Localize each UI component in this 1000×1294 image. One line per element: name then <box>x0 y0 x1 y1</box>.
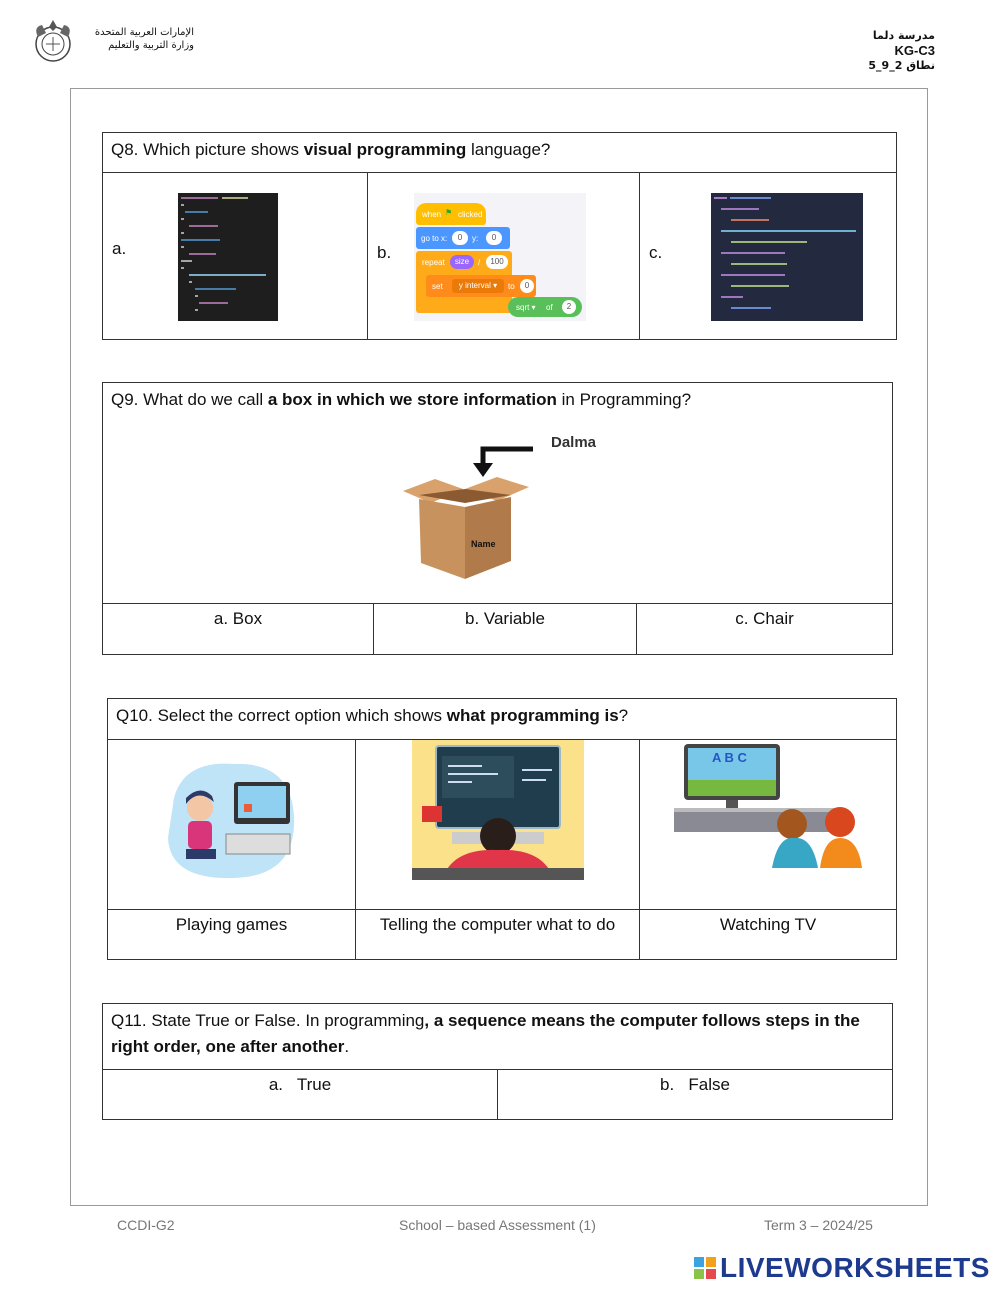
q8-option-b[interactable] <box>368 173 640 340</box>
arrow-label: Dalma <box>551 434 597 451</box>
q9-suffix: in Programming? <box>556 390 692 409</box>
block-text: set <box>432 282 443 291</box>
school-name: مدرسة دلما <box>872 29 935 42</box>
q10-bold: what programming is <box>446 706 619 725</box>
q10-option-c[interactable] <box>640 910 897 960</box>
question-8-text <box>103 133 897 173</box>
q10-option-c-label: Watching TV <box>719 915 817 934</box>
q8-prefix: Q8. Which picture shows <box>111 140 304 159</box>
q9-option-a-label: a. Box <box>213 609 263 628</box>
cardboard-box-icon <box>401 477 531 581</box>
q9-option-c[interactable] <box>637 604 893 655</box>
box-label: Name <box>471 539 496 549</box>
ministry-name <box>82 26 194 52</box>
q11-suffix: . <box>344 1037 350 1056</box>
question-10-text <box>108 699 897 740</box>
block-value: 0 <box>520 279 534 293</box>
python-code-image <box>711 193 863 321</box>
footer-right: Term 3 – 2024/25 <box>764 1217 873 1233</box>
school-info <box>830 28 935 73</box>
question-9-table <box>102 382 893 655</box>
block-value: 0 <box>452 231 468 245</box>
q10-option-a-label: Playing games <box>175 915 288 934</box>
block-text: y: <box>472 234 479 243</box>
q10-option-b-label: Telling the computer what to do <box>379 915 616 934</box>
tv-letters: A B C <box>712 750 747 765</box>
arrow-icon <box>465 443 535 479</box>
ministry-line-2: وزارة التربية والتعليم <box>108 40 194 51</box>
block-text: sqrt ▾ <box>516 303 536 312</box>
block-value: y interval ▾ <box>452 279 504 293</box>
q11-prefix: Q11. State True or False. In programming <box>111 1011 425 1030</box>
text-code-image <box>178 193 278 321</box>
q11-bold: , a sequence means the computer follows steps in the right order, one after another <box>111 1011 860 1056</box>
footer-left: CCDI-G2 <box>117 1217 175 1233</box>
when-clicked-block <box>416 203 486 225</box>
uae-emblem <box>32 17 74 67</box>
q10-option-b[interactable] <box>356 910 640 960</box>
block-value: size <box>450 255 474 269</box>
q9-option-b[interactable] <box>374 604 637 655</box>
question-8-table <box>102 132 897 340</box>
q9-prefix: Q9. What do we call <box>111 390 268 409</box>
liveworksheets-logo-icon <box>694 1257 716 1279</box>
q8-suffix: language? <box>466 140 551 159</box>
q9-option-c-label: c. Chair <box>735 609 794 628</box>
q10-image-programming[interactable] <box>356 740 640 910</box>
question-10-table <box>107 698 897 960</box>
set-block <box>426 275 536 297</box>
block-text: to <box>508 282 515 291</box>
class-code: KG-C3 <box>894 43 935 58</box>
block-text: repeat <box>422 258 445 267</box>
flag-icon: ⚑ <box>445 208 453 217</box>
q8-option-c-label: c. <box>649 243 663 262</box>
liveworksheets-brand[interactable]: LIVEWORKSHEETS <box>720 1252 990 1283</box>
scope-code: نطاق 2_9_5 <box>868 59 935 72</box>
question-11-table <box>102 1003 893 1120</box>
q8-option-a[interactable] <box>103 173 368 340</box>
q8-option-c[interactable] <box>640 173 897 340</box>
block-text: / <box>478 258 481 267</box>
q11-option-true[interactable] <box>103 1070 498 1120</box>
block-value: 0 <box>486 231 502 245</box>
block-value: 100 <box>486 255 508 269</box>
q10-image-tv[interactable] <box>640 740 897 910</box>
block-text: go to x: <box>421 234 448 243</box>
goto-block <box>416 227 510 249</box>
block-text: when <box>422 210 442 219</box>
sqrt-block <box>508 297 582 317</box>
children-watching-tv-icon <box>674 744 864 868</box>
q10-image-games[interactable] <box>108 740 356 910</box>
q9-bold: a box in which we store information <box>267 390 557 409</box>
q9-option-b-label: b. Variable <box>464 609 545 628</box>
scratch-blocks-image <box>414 193 586 321</box>
q11-option-true-label: a. True <box>268 1075 332 1094</box>
q10-suffix: ? <box>618 706 629 725</box>
footer-center: School – based Assessment (1) <box>399 1217 596 1233</box>
q8-option-b-label: b. <box>377 243 392 262</box>
question-9-text <box>103 383 893 604</box>
block-text: clicked <box>458 210 483 219</box>
block-value: 2 <box>562 300 576 314</box>
ministry-line-1: الإمارات العربية المتحدة <box>94 27 194 38</box>
q11-option-false[interactable] <box>498 1070 893 1120</box>
q8-option-a-label: a. <box>112 239 127 258</box>
q10-option-a[interactable] <box>108 910 356 960</box>
question-11-text <box>103 1004 893 1070</box>
q9-option-a[interactable] <box>103 604 374 655</box>
child-playing-games-icon <box>164 758 296 882</box>
q8-bold: visual programming <box>303 140 467 159</box>
person-coding-icon <box>412 740 584 880</box>
q11-option-false-label: b. False <box>660 1075 730 1094</box>
block-text: of <box>546 303 553 312</box>
q10-prefix: Q10. Select the correct option which shows <box>116 706 447 725</box>
